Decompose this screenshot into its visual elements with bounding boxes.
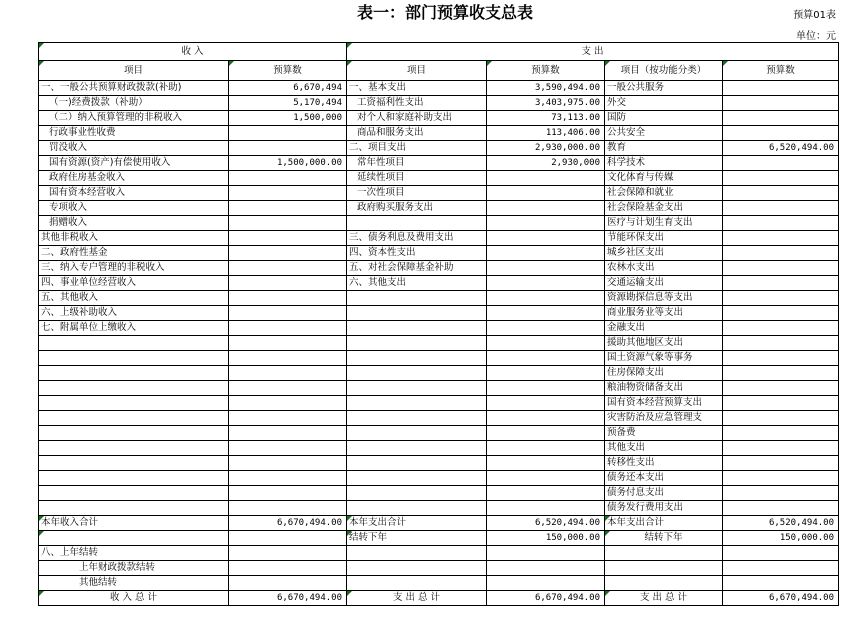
cell-function-amount bbox=[723, 336, 839, 351]
cell-income-amount bbox=[229, 261, 347, 276]
cell-income-amount: 6,670,494 bbox=[229, 81, 347, 96]
cell-expense-amount bbox=[487, 351, 605, 366]
cell-expense-amount bbox=[487, 486, 605, 501]
cell-expense-amount: 6,670,494.00 bbox=[487, 591, 605, 606]
table-row bbox=[39, 501, 839, 516]
cell-function-amount bbox=[723, 381, 839, 396]
cell-income-amount bbox=[229, 291, 347, 306]
cell-function-amount bbox=[723, 501, 839, 516]
cell-function-amount bbox=[723, 201, 839, 216]
cell-income-amount bbox=[229, 441, 347, 456]
cell-function-item: 国有资本经营预算支出 bbox=[605, 396, 723, 411]
cell-income-item: 六、上级补助收入 bbox=[39, 306, 229, 321]
cell-expense-item: 常年性项目 bbox=[347, 156, 487, 171]
cell-function-amount bbox=[723, 81, 839, 96]
cell-expense-item: 政府购买服务支出 bbox=[347, 201, 487, 216]
cell-function-item: 社会保险基金支出 bbox=[605, 201, 723, 216]
table-row bbox=[39, 561, 839, 576]
cell-income-item: 二、政府性基金 bbox=[39, 246, 229, 261]
cell-function-amount bbox=[723, 441, 839, 456]
cell-income-item: 四、事业单位经营收入 bbox=[39, 276, 229, 291]
cell-expense-item bbox=[347, 216, 487, 231]
cell-function-item: 文化体育与传媒 bbox=[605, 171, 723, 186]
cell-function-item: 支 出 总 计 bbox=[605, 591, 723, 606]
cell-function-item: 农林水支出 bbox=[605, 261, 723, 276]
table-row bbox=[39, 231, 839, 246]
cell-expense-item bbox=[347, 501, 487, 516]
cell-function-item: 债务付息支出 bbox=[605, 486, 723, 501]
cell-expense-amount bbox=[487, 426, 605, 441]
cell-function-amount bbox=[723, 156, 839, 171]
table-row bbox=[39, 441, 839, 456]
table-row bbox=[39, 351, 839, 366]
cell-function-amount bbox=[723, 291, 839, 306]
cell-income-item bbox=[39, 411, 229, 426]
table-row bbox=[39, 261, 839, 276]
cell-function-amount bbox=[723, 186, 839, 201]
cell-function-item: 转移性支出 bbox=[605, 456, 723, 471]
cell-expense-item bbox=[347, 561, 487, 576]
cell-income-amount bbox=[229, 561, 347, 576]
cell-income-amount bbox=[229, 546, 347, 561]
cell-income-item bbox=[39, 471, 229, 486]
cell-expense-amount bbox=[487, 336, 605, 351]
cell-expense-item bbox=[347, 306, 487, 321]
cell-function-amount bbox=[723, 276, 839, 291]
cell-expense-amount bbox=[487, 441, 605, 456]
table-row bbox=[39, 306, 839, 321]
cell-income-item bbox=[39, 366, 229, 381]
cell-income-item: 行政事业性收费 bbox=[39, 126, 229, 141]
cell-function-amount bbox=[723, 306, 839, 321]
cell-income-item: 一、一般公共预算财政拨款(补助) bbox=[39, 81, 229, 96]
table-row bbox=[39, 291, 839, 306]
cell-expense-amount: 3,590,494.00 bbox=[487, 81, 605, 96]
col-header-income-item: 项目 bbox=[39, 61, 229, 81]
cell-income-amount bbox=[229, 471, 347, 486]
cell-function-item: 援助其他地区支出 bbox=[605, 336, 723, 351]
cell-function-item bbox=[605, 546, 723, 561]
cell-function-item: 节能环保支出 bbox=[605, 231, 723, 246]
cell-expense-item bbox=[347, 456, 487, 471]
cell-income-item: 三、纳入专户管理的非税收入 bbox=[39, 261, 229, 276]
cell-income-item: 捐赠收入 bbox=[39, 216, 229, 231]
cell-expense-item bbox=[347, 441, 487, 456]
cell-function-item: 债务发行费用支出 bbox=[605, 501, 723, 516]
table-row bbox=[39, 486, 839, 501]
cell-expense-item bbox=[347, 486, 487, 501]
cell-expense-amount: 2,930,000 bbox=[487, 156, 605, 171]
cell-expense-amount: 73,113.00 bbox=[487, 111, 605, 126]
cell-expense-amount: 2,930,000.00 bbox=[487, 141, 605, 156]
cell-expense-amount bbox=[487, 171, 605, 186]
cell-function-amount: 150,000.00 bbox=[723, 531, 839, 546]
cell-income-item: （二）纳入预算管理的非税收入 bbox=[39, 111, 229, 126]
table-row bbox=[39, 186, 839, 201]
cell-income-item: 上年财政拨款结转 bbox=[39, 561, 229, 576]
cell-income-item: 国有资本经营收入 bbox=[39, 186, 229, 201]
cell-function-amount bbox=[723, 126, 839, 141]
cell-income-amount: 6,670,494.00 bbox=[229, 516, 347, 531]
table-row bbox=[39, 216, 839, 231]
cell-income-amount: 1,500,000 bbox=[229, 111, 347, 126]
table-row bbox=[39, 276, 839, 291]
table-row bbox=[39, 576, 839, 591]
cell-expense-amount bbox=[487, 381, 605, 396]
cell-expense-amount bbox=[487, 291, 605, 306]
cell-function-item: 结转下年 bbox=[605, 531, 723, 546]
cell-expense-amount bbox=[487, 411, 605, 426]
cell-income-item: 本年收入合计 bbox=[39, 516, 229, 531]
cell-expense-item: 四、资本性支出 bbox=[347, 246, 487, 261]
cell-function-item: 城乡社区支出 bbox=[605, 246, 723, 261]
cell-expense-item: 延续性项目 bbox=[347, 171, 487, 186]
cell-expense-item: 本年支出合计 bbox=[347, 516, 487, 531]
cell-expense-amount bbox=[487, 501, 605, 516]
cell-income-amount bbox=[229, 171, 347, 186]
cell-income-item: 其他非税收入 bbox=[39, 231, 229, 246]
cell-expense-item: 支 出 总 计 bbox=[347, 591, 487, 606]
cell-expense-item: 一、基本支出 bbox=[347, 81, 487, 96]
cell-income-amount: 5,170,494 bbox=[229, 96, 347, 111]
cell-expense-amount bbox=[487, 366, 605, 381]
cell-expense-amount bbox=[487, 186, 605, 201]
cell-income-item bbox=[39, 441, 229, 456]
cell-expense-amount bbox=[487, 396, 605, 411]
cell-function-amount bbox=[723, 366, 839, 381]
cell-income-amount bbox=[229, 366, 347, 381]
cell-expense-item: 工资福利性支出 bbox=[347, 96, 487, 111]
cell-income-item: 收 入 总 计 bbox=[39, 591, 229, 606]
cell-income-item bbox=[39, 351, 229, 366]
cell-income-item bbox=[39, 531, 229, 546]
cell-function-amount bbox=[723, 546, 839, 561]
cell-expense-item: 二、项目支出 bbox=[347, 141, 487, 156]
cell-expense-amount: 6,520,494.00 bbox=[487, 516, 605, 531]
cell-function-amount bbox=[723, 321, 839, 336]
cell-income-item bbox=[39, 501, 229, 516]
cell-expense-amount bbox=[487, 306, 605, 321]
table-row bbox=[39, 201, 839, 216]
cell-income-item: （一)经费拨款（补助） bbox=[39, 96, 229, 111]
budget-table bbox=[38, 42, 839, 606]
table-row bbox=[39, 336, 839, 351]
cell-function-item: 教育 bbox=[605, 141, 723, 156]
cell-function-amount bbox=[723, 261, 839, 276]
cell-function-amount bbox=[723, 171, 839, 186]
cell-income-amount bbox=[229, 426, 347, 441]
cell-function-item: 本年支出合计 bbox=[605, 516, 723, 531]
cell-expense-amount bbox=[487, 576, 605, 591]
cell-income-amount bbox=[229, 231, 347, 246]
cell-function-item: 其他支出 bbox=[605, 441, 723, 456]
table-row bbox=[39, 246, 839, 261]
cell-expense-amount: 3,403,975.00 bbox=[487, 96, 605, 111]
cell-income-amount bbox=[229, 531, 347, 546]
table-row bbox=[39, 531, 839, 546]
table-row bbox=[39, 171, 839, 186]
cell-expense-item bbox=[347, 321, 487, 336]
cell-function-item: 社会保障和就业 bbox=[605, 186, 723, 201]
cell-income-item: 政府住房基金收入 bbox=[39, 171, 229, 186]
cell-function-item: 国土资源气象等事务 bbox=[605, 351, 723, 366]
cell-income-item bbox=[39, 426, 229, 441]
cell-income-item: 专项收入 bbox=[39, 201, 229, 216]
table-row bbox=[39, 411, 839, 426]
table-row bbox=[39, 126, 839, 141]
table-row bbox=[39, 396, 839, 411]
table-row bbox=[39, 111, 839, 126]
cell-function-amount bbox=[723, 426, 839, 441]
table-row bbox=[39, 381, 839, 396]
page-title: 表一：部门预算收支总表 bbox=[356, 3, 533, 22]
cell-expense-amount: 113,406.00 bbox=[487, 126, 605, 141]
col-header-function-item: 项目（按功能分类） bbox=[605, 61, 723, 81]
table-row bbox=[39, 516, 839, 531]
cell-expense-amount bbox=[487, 276, 605, 291]
cell-expense-item bbox=[347, 546, 487, 561]
cell-income-amount bbox=[229, 306, 347, 321]
cell-function-amount bbox=[723, 111, 839, 126]
col-header-income-amount: 预算数 bbox=[229, 61, 347, 81]
cell-function-item: 粮油物资储备支出 bbox=[605, 381, 723, 396]
cell-function-amount bbox=[723, 246, 839, 261]
cell-function-item: 交通运输支出 bbox=[605, 276, 723, 291]
cell-income-amount bbox=[229, 351, 347, 366]
income-section-header: 收 入 bbox=[39, 43, 347, 61]
cell-income-amount bbox=[229, 396, 347, 411]
cell-income-amount: 6,670,494.00 bbox=[229, 591, 347, 606]
table-row bbox=[39, 321, 839, 336]
cell-expense-amount bbox=[487, 246, 605, 261]
cell-expense-amount bbox=[487, 321, 605, 336]
cell-function-amount bbox=[723, 456, 839, 471]
cell-expense-amount bbox=[487, 261, 605, 276]
cell-income-item bbox=[39, 396, 229, 411]
cell-income-amount bbox=[229, 456, 347, 471]
cell-income-item bbox=[39, 336, 229, 351]
cell-expense-item bbox=[347, 396, 487, 411]
table-row bbox=[39, 141, 839, 156]
cell-function-amount: 6,520,494.00 bbox=[723, 516, 839, 531]
cell-expense-item: 三、债务利息及费用支出 bbox=[347, 231, 487, 246]
cell-function-amount bbox=[723, 486, 839, 501]
cell-income-item: 五、其他收入 bbox=[39, 291, 229, 306]
cell-function-item: 灾害防治及应急管理支 bbox=[605, 411, 723, 426]
cell-income-item bbox=[39, 486, 229, 501]
table-row bbox=[39, 156, 839, 171]
cell-income-item: 国有资源(资产)有偿使用收入 bbox=[39, 156, 229, 171]
cell-expense-amount bbox=[487, 546, 605, 561]
cell-income-amount bbox=[229, 486, 347, 501]
col-header-expense-amount: 预算数 bbox=[487, 61, 605, 81]
cell-function-item: 资源勘探信息等支出 bbox=[605, 291, 723, 306]
cell-function-amount bbox=[723, 351, 839, 366]
cell-income-amount bbox=[229, 381, 347, 396]
cell-expense-item bbox=[347, 576, 487, 591]
cell-expense-amount bbox=[487, 456, 605, 471]
cell-expense-item bbox=[347, 351, 487, 366]
expense-section-header: 支 出 bbox=[347, 43, 839, 61]
cell-expense-item: 结转下年 bbox=[347, 531, 487, 546]
cell-function-item: 外交 bbox=[605, 96, 723, 111]
cell-function-amount bbox=[723, 576, 839, 591]
cell-expense-item: 对个人和家庭补助支出 bbox=[347, 111, 487, 126]
cell-function-item: 公共安全 bbox=[605, 126, 723, 141]
cell-function-amount bbox=[723, 561, 839, 576]
cell-function-item: 医疗与计划生育支出 bbox=[605, 216, 723, 231]
cell-income-amount bbox=[229, 246, 347, 261]
table-row bbox=[39, 546, 839, 561]
cell-expense-item: 一次性项目 bbox=[347, 186, 487, 201]
cell-function-item: 商业服务业等支出 bbox=[605, 306, 723, 321]
cell-expense-item bbox=[347, 411, 487, 426]
col-header-expense-item: 项目 bbox=[347, 61, 487, 81]
cell-expense-amount bbox=[487, 201, 605, 216]
cell-function-item: 债务还本支出 bbox=[605, 471, 723, 486]
cell-function-amount bbox=[723, 216, 839, 231]
cell-income-amount bbox=[229, 321, 347, 336]
cell-expense-item: 六、其他支出 bbox=[347, 276, 487, 291]
cell-income-amount bbox=[229, 501, 347, 516]
cell-expense-amount bbox=[487, 231, 605, 246]
cell-function-item bbox=[605, 576, 723, 591]
cell-expense-item bbox=[347, 366, 487, 381]
table-row bbox=[39, 471, 839, 486]
cell-income-amount bbox=[229, 336, 347, 351]
cell-income-item: 罚没收入 bbox=[39, 141, 229, 156]
cell-expense-amount bbox=[487, 471, 605, 486]
col-header-function-amount: 预算数 bbox=[723, 61, 839, 81]
cell-income-item bbox=[39, 381, 229, 396]
cell-function-item: 金融支出 bbox=[605, 321, 723, 336]
cell-expense-item bbox=[347, 381, 487, 396]
cell-expense-item bbox=[347, 471, 487, 486]
cell-function-amount bbox=[723, 96, 839, 111]
cell-function-amount: 6,670,494.00 bbox=[723, 591, 839, 606]
cell-function-item: 科学技术 bbox=[605, 156, 723, 171]
cell-income-amount bbox=[229, 411, 347, 426]
cell-function-item: 住房保障支出 bbox=[605, 366, 723, 381]
form-number: 预算01表 bbox=[793, 10, 836, 21]
column-header-row bbox=[39, 61, 839, 81]
cell-expense-item bbox=[347, 426, 487, 441]
cell-function-amount bbox=[723, 411, 839, 426]
cell-function-amount bbox=[723, 231, 839, 246]
cell-income-amount bbox=[229, 576, 347, 591]
cell-function-amount bbox=[723, 396, 839, 411]
cell-income-amount bbox=[229, 201, 347, 216]
cell-income-item bbox=[39, 456, 229, 471]
table-row bbox=[39, 456, 839, 471]
table-row bbox=[39, 426, 839, 441]
cell-income-amount bbox=[229, 186, 347, 201]
cell-income-item: 其他结转 bbox=[39, 576, 229, 591]
cell-expense-amount bbox=[487, 216, 605, 231]
unit-label: 单位：元 bbox=[796, 31, 836, 42]
table-row bbox=[39, 591, 839, 606]
cell-income-amount bbox=[229, 216, 347, 231]
cell-expense-item: 五、对社会保障基金补助 bbox=[347, 261, 487, 276]
cell-income-item: 七、附属单位上缴收入 bbox=[39, 321, 229, 336]
table-row bbox=[39, 81, 839, 96]
cell-income-amount: 1,500,000.00 bbox=[229, 156, 347, 171]
cell-function-amount bbox=[723, 471, 839, 486]
cell-function-item bbox=[605, 561, 723, 576]
table-body bbox=[39, 43, 839, 606]
cell-expense-amount bbox=[487, 561, 605, 576]
cell-function-item: 预备费 bbox=[605, 426, 723, 441]
cell-expense-item bbox=[347, 336, 487, 351]
cell-function-item: 一般公共服务 bbox=[605, 81, 723, 96]
cell-income-amount bbox=[229, 141, 347, 156]
section-header-row bbox=[39, 43, 839, 61]
cell-expense-amount: 150,000.00 bbox=[487, 531, 605, 546]
table-row bbox=[39, 96, 839, 111]
cell-income-amount bbox=[229, 126, 347, 141]
cell-expense-item bbox=[347, 291, 487, 306]
cell-income-amount bbox=[229, 276, 347, 291]
cell-function-item: 国防 bbox=[605, 111, 723, 126]
cell-income-item: 八、上年结转 bbox=[39, 546, 229, 561]
table-row bbox=[39, 366, 839, 381]
cell-expense-item: 商品和服务支出 bbox=[347, 126, 487, 141]
cell-function-amount: 6,520,494.00 bbox=[723, 141, 839, 156]
